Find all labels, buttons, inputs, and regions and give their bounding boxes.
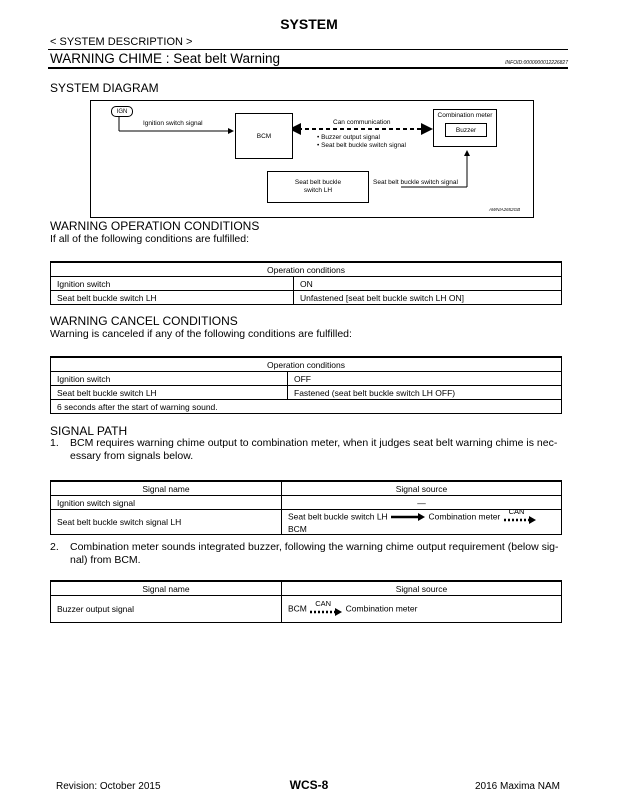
dashed-arrow-icon bbox=[503, 515, 537, 525]
signal-table-2 bbox=[50, 580, 562, 623]
header-rule bbox=[48, 49, 568, 50]
table-row bbox=[51, 386, 562, 400]
buckle-signal-label: Seat belt buckle switch signal bbox=[373, 179, 458, 186]
item-2-number: 2. bbox=[50, 541, 59, 553]
can-arrow bbox=[309, 599, 343, 616]
item-1-line-1: BCM requires warning chime output to combination meter, when it judges seat belt warning chime is nec- bbox=[70, 437, 558, 449]
table-row bbox=[51, 496, 562, 510]
ign-terminal: IGN bbox=[111, 106, 133, 117]
footer-model: 2016 Maxima NAM bbox=[474, 781, 560, 792]
source-text: BCM bbox=[288, 603, 307, 614]
footer-revision: Revision: October 2015 bbox=[56, 781, 161, 792]
table-row bbox=[51, 400, 562, 414]
table-cell bbox=[282, 507, 562, 535]
can-label: CAN bbox=[508, 507, 525, 516]
table-cell: Seat belt buckle switch signal LH bbox=[51, 510, 282, 535]
table-cell: Buzzer output signal bbox=[51, 596, 282, 623]
can-arrow bbox=[503, 507, 537, 524]
signal-table-1 bbox=[50, 480, 562, 535]
item-1-number: 1. bbox=[50, 437, 59, 449]
table-cell bbox=[282, 596, 562, 623]
page-title: SYSTEM bbox=[280, 16, 338, 32]
table-header-cell: Signal name bbox=[51, 581, 282, 596]
cancel-table bbox=[50, 356, 562, 414]
bcm-box: BCM bbox=[235, 113, 293, 159]
table-cell: Ignition switch bbox=[51, 372, 288, 386]
table-cell: Fastened (seat belt buckle switch LH OFF) bbox=[288, 386, 562, 400]
bullet-2: • Seat belt buckle switch signal bbox=[317, 142, 406, 149]
table-cell: Ignition switch bbox=[51, 277, 294, 291]
signal-path-heading: SIGNAL PATH bbox=[50, 424, 128, 438]
table-row bbox=[51, 277, 562, 291]
table-cell: Ignition switch signal bbox=[51, 496, 282, 510]
operation-table-header: Operation conditions bbox=[51, 262, 562, 277]
source-text: Seat belt buckle switch LH bbox=[288, 511, 388, 522]
item-2-line-2: nal) from BCM. bbox=[70, 554, 141, 566]
table-header-cell: Signal source bbox=[282, 581, 562, 596]
table-cell: Seat belt buckle switch LH bbox=[51, 386, 288, 400]
table-cell: 6 seconds after the start of warning sound. bbox=[51, 400, 562, 414]
system-diagram bbox=[90, 100, 534, 218]
operation-heading: WARNING OPERATION CONDITIONS bbox=[50, 219, 260, 233]
table-cell: Unfastened [seat belt buckle switch LH ON] bbox=[294, 291, 562, 305]
table-header-cell: Signal name bbox=[51, 481, 282, 496]
section-rule bbox=[48, 67, 568, 69]
cancel-table-header: Operation conditions bbox=[51, 357, 562, 372]
source-text: BCM bbox=[288, 524, 307, 534]
table-cell: Seat belt buckle switch LH bbox=[51, 291, 294, 305]
table-cell: ON bbox=[294, 277, 562, 291]
operation-table bbox=[50, 261, 562, 305]
cancel-heading: WARNING CANCEL CONDITIONS bbox=[50, 314, 238, 328]
item-2-line-1: Combination meter sounds integrated buzzer, following the warning chime output requirement (below sig- bbox=[70, 541, 559, 553]
item-1-line-2: essary from signals below. bbox=[70, 450, 194, 462]
dashed-arrow-icon bbox=[309, 607, 343, 617]
table-row bbox=[51, 291, 562, 305]
table-cell: OFF bbox=[288, 372, 562, 386]
source-text: Combination meter bbox=[428, 511, 501, 522]
source-text: Combination meter bbox=[345, 603, 418, 614]
table-row bbox=[51, 510, 562, 535]
footer-page-number: WCS-8 bbox=[289, 778, 329, 792]
arrow-right-icon bbox=[390, 512, 426, 522]
combination-meter-label: Combination meter bbox=[437, 112, 493, 119]
breadcrumb: < SYSTEM DESCRIPTION > bbox=[50, 36, 193, 48]
can-label: CAN bbox=[315, 599, 332, 608]
buzzer-box: Buzzer bbox=[445, 123, 487, 137]
can-label: Can communication bbox=[333, 119, 391, 126]
info-id: INFOID:0000000012226827 bbox=[505, 60, 568, 66]
cancel-intro: Warning is canceled if any of the following conditions are fulfilled: bbox=[50, 328, 352, 340]
diagram-code: AWNIA2652GB bbox=[489, 207, 521, 212]
buckle-switch-box: Seat belt buckle switch LH bbox=[267, 171, 369, 203]
table-row bbox=[51, 372, 562, 386]
table-row bbox=[51, 596, 562, 623]
table-cell: — bbox=[282, 496, 562, 510]
ign-signal-label: Ignition switch signal bbox=[143, 120, 203, 127]
section-title: WARNING CHIME : Seat belt Warning bbox=[50, 51, 281, 66]
bullet-1: • Buzzer output signal bbox=[317, 134, 380, 141]
diagram-heading: SYSTEM DIAGRAM bbox=[50, 81, 159, 95]
table-header-cell: Signal source bbox=[282, 481, 562, 496]
operation-intro: If all of the following conditions are fulfilled: bbox=[50, 233, 250, 245]
